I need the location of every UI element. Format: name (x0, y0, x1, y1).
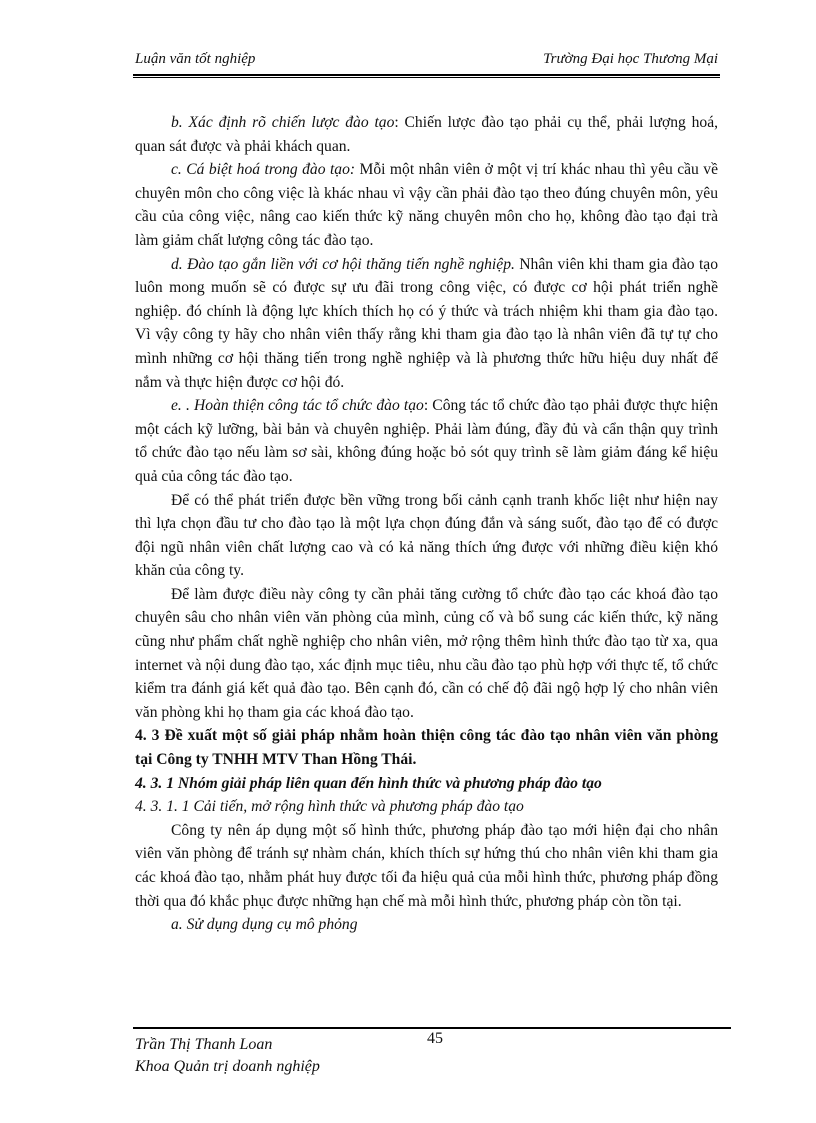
paragraph-text: Mỗi một nhân viên ở một vị trí khác nhau thì yêu cầu về chuyên môn cho công việc là khác nhau vì vậy cần phải đào tạo theo đúng chuyên môn, yêu cầu của công việc, nâng cao kiến thức kỹ năng chuyên môn cho họ, không đào tạo đại trà làm giảm chất lượng công tác đào tạo. (135, 161, 718, 249)
paragraph-sustainable: Để có thể phát triển được bền vững trong bối cảnh cạnh tranh khốc liệt như hiện nay thì lựa chọn đầu tư cho đào tạo là một lựa chọn đúng đắn và sáng suốt, đào tạo để có được đội ngũ nhân viên chất lượng cao và có kả năng thích ứng được với những điều kiện khó khăn của công ty. (135, 491, 718, 580)
paragraph-lead: b. Xác định rõ chiến lược đào tạo (171, 114, 395, 131)
footer-author: Trần Thị Thanh Loan (135, 1036, 273, 1053)
page-number: 45 (427, 1030, 443, 1047)
paragraph-simulation: a. Sử dụng dụng cụ mô phỏng (171, 916, 358, 934)
paragraph-strategy (135, 111, 718, 158)
paragraph-text: : Công tác tổ chức đào tạo phải được thực hiện một cách kỹ lưỡng, bài bản và chuyên nghiệp. Phải làm đúng, đầy đủ và cẩn thận quy trình tổ chức đào tạo nếu làm sơ sài, không đúng hoặc bỏ sót quy trình sẽ làm giảm đáng kể hiệu quả của công tác đào tạo. (135, 397, 718, 485)
paragraph-training-courses: Để làm được điều này công ty cần phải tăng cường tổ chức đào tạo các khoá đào tạo chuyên sâu cho nhân viên văn phòng của mình, củng cố và bổ sung các kiến thức, kỹ năng cũng như phẩm chất nghề nghiệp cho nhân viên, mở rộng thêm hình thức đào tạo từ xa, qua internet và nội dung đào tạo, xác định mục tiêu, nhu cầu đào tạo phù hợp với thực tế, tổ chức kiểm tra đánh giá kết quả đào tạo. Bên cạnh đó, cần có chế độ đãi ngộ hợp lý cho nhân viên văn phòng khi họ tham gia các khoá đào tạo. (135, 585, 718, 721)
section-heading: 4. 3 Đề xuất một số giải pháp nhằm hoàn thiện công tác đào tạo nhân viên văn phòng tại Công ty TNHH MTV Than Hồng Thái. (135, 727, 718, 769)
paragraph-organization (135, 394, 718, 488)
footer-department: Khoa Quản trị doanh nghiệp (135, 1058, 320, 1075)
paragraph-new-methods: Công ty nên áp dụng một số hình thức, phương pháp đào tạo mới hiện đại cho nhân viên văn phòng để tránh sự nhàm chán, khích thích sự hứng thú cho nhân viên khi tham gia các khoá đào tạo, nhằm phát huy được tối đa hiệu quả của mỗi hình thức, phương pháp đồng thời qua đó khắc phục được những hạn chế mà mỗi hình thức, phương pháp còn tồn tại. (135, 821, 718, 910)
subsection-heading: 4. 3. 1 Nhóm giải pháp liên quan đến hình thức và phương pháp đào tạo (135, 774, 602, 792)
header-thesis-label: Luận văn tốt nghiệp (135, 51, 256, 67)
paragraph-text: Nhân viên khi tham gia đào tạo luôn mong muốn sẽ có được sự ưu đãi trong công việc, có được cơ hội phát triển nghề nghiệp. đó chính là động lực khích thích họ có ý thức và trách nhiệm khi tham gia đào tạo. Vì vậy công ty hãy cho nhân viên thấy rằng khi tham gia đào tạo là nhân viên đã tự tự cho mình những cơ hội thăng tiến trong nghề nghiệp và là phương thức hữu hiệu duy nhất để nắm và thực hiện được cơ hội đó. (135, 255, 718, 391)
page-header (135, 47, 718, 71)
paragraph-lead: d. Đào tạo gắn liền với cơ hội thăng tiến nghề nghiệp. (171, 255, 515, 273)
header-university-label: Trường Đại học Thương Mại (543, 51, 718, 67)
paragraph-lead: c. Cá biệt hoá trong đào tạo: (171, 161, 356, 179)
paragraph-text: : Chiến lược đào tạo phải cụ thể, phải lượng hoá, quan sát được và phải khách quan. (135, 114, 719, 155)
paragraph-individualize (135, 158, 718, 252)
document-body (135, 111, 718, 937)
subsubsection-heading: 4. 3. 1. 1 Cải tiến, mở rộng hình thức và phương pháp đào tạo (135, 798, 524, 816)
paragraph-lead: e. . Hoàn thiện công tác tổ chức đào tạo (171, 397, 424, 415)
footer-divider (133, 1027, 731, 1029)
page-footer (135, 1030, 735, 1083)
paragraph-career (135, 253, 718, 395)
header-divider (133, 74, 720, 78)
